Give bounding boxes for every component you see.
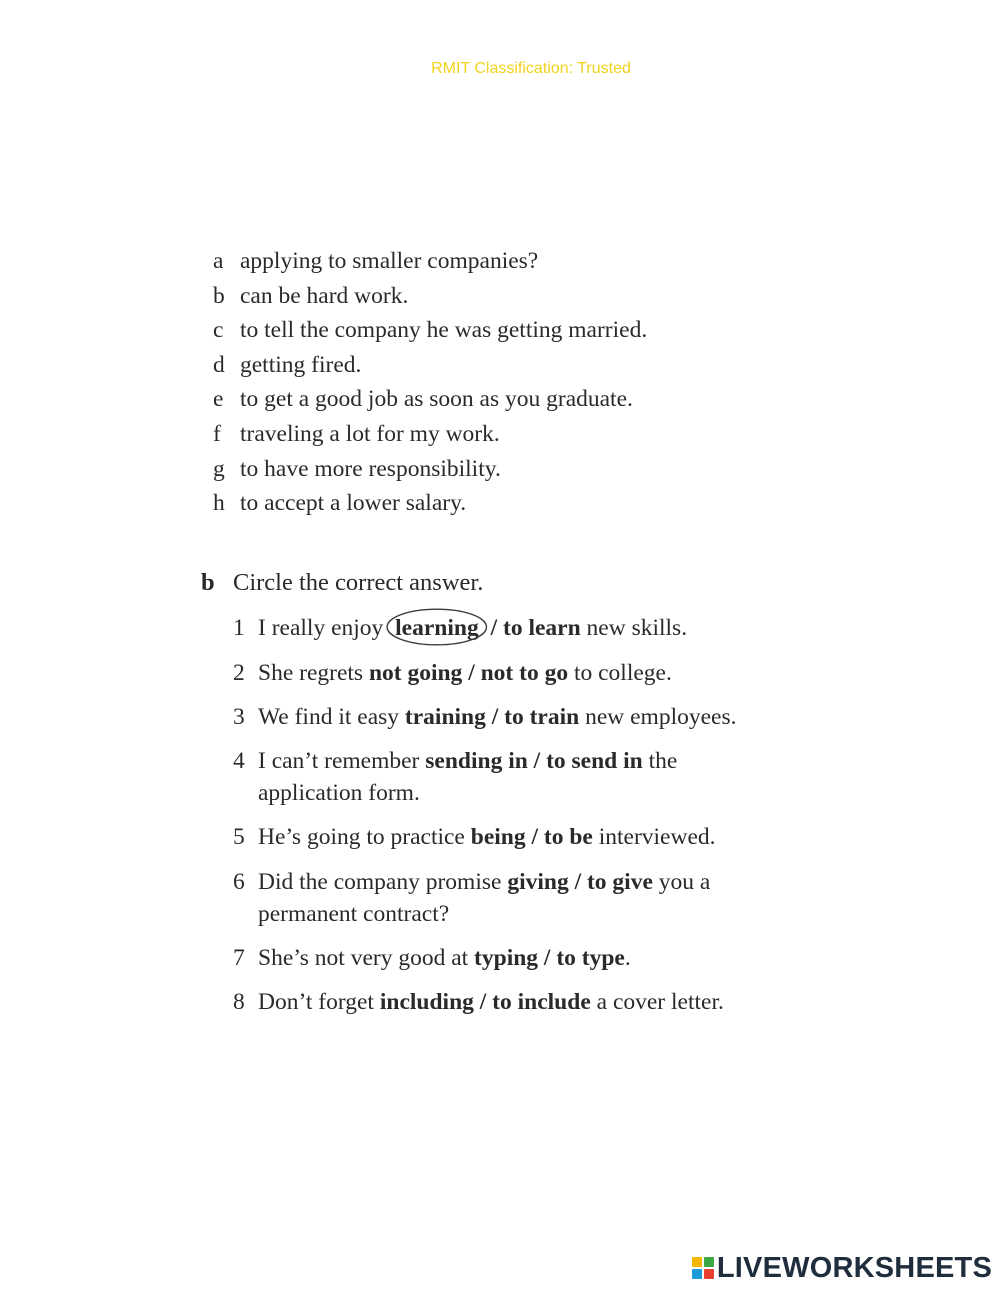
question-number: 4 [233,748,245,774]
question-7 [233,942,631,974]
answer-choice-1[interactable]: sending in [425,748,528,774]
option-b [213,279,853,314]
answer-choice-1[interactable]: giving [507,869,569,895]
option-a [213,244,853,279]
question-text-after: to college. [568,660,672,686]
option-text: can be hard work. [240,282,409,309]
option-letter: h [213,490,225,517]
answer-choice-1[interactable]: typing [474,945,539,971]
option-g [213,452,853,487]
answer-separator: / [568,869,587,895]
question-text-before: He’s going to practice [258,824,471,850]
question-1 [233,612,687,644]
option-letter: b [213,282,225,309]
answer-choice-circled[interactable] [389,612,485,644]
question-2 [233,657,672,689]
option-text: to have more responsibility. [240,455,501,482]
answer-choice-2[interactable]: to give [586,869,653,895]
answer-choice-2[interactable]: to learn [503,615,581,641]
section-letter: b [201,569,215,596]
option-text: to accept a lower salary. [240,490,467,517]
option-f [213,417,853,452]
answer-choice-2[interactable]: to be [543,824,593,850]
section-b-heading [201,566,483,600]
answer-separator: / [485,704,505,730]
question-text-before: Don’t forget [258,989,380,1015]
answer-separator: / [473,989,493,1015]
answer-separator: / [462,660,481,686]
option-h [213,486,853,521]
answer-choice-1[interactable]: being [470,824,526,850]
section-instruction: Circle the correct answer. [233,569,484,596]
question-text-before: She regrets [258,660,369,686]
question-number: 8 [233,989,245,1015]
question-6 [233,866,710,930]
question-continuation: application form. [258,780,420,806]
answer-separator: / [484,615,503,641]
question-continuation: permanent contract? [258,901,450,927]
question-text-after: new skills. [580,615,688,641]
answer-choice-2[interactable]: not to go [480,660,569,686]
option-letter: f [213,420,221,447]
option-c [213,313,853,348]
option-text: applying to smaller companies? [240,248,539,274]
option-text: to get a good job as soon as you graduate. [240,386,633,413]
question-number: 5 [233,824,245,850]
answer-choice-1[interactable]: training [404,704,486,730]
option-letter: g [213,455,225,482]
answer-separator: / [538,945,557,971]
option-text: getting fired. [240,351,362,378]
question-text-after: new employees. [579,704,737,730]
answer-choice-2[interactable]: to train [504,704,580,730]
question-text-after: the [642,748,678,774]
question-text-after: . [624,945,631,971]
question-text-after: a cover letter. [590,989,724,1015]
question-text-before: We find it easy [258,704,405,730]
question-text-after: you a [652,869,711,895]
option-text: to tell the company he was getting married. [240,317,648,344]
question-text-after: interviewed. [592,824,716,850]
liveworksheets-logo [692,1252,992,1284]
question-number: 3 [233,704,245,730]
option-letter: e [213,386,224,413]
question-text-before: I can’t remember [258,748,426,774]
question-number: 6 [233,869,245,895]
answer-choice-2[interactable]: to send in [546,748,643,774]
answer-choice-1[interactable]: including [379,989,474,1015]
question-text-before: I really enjoy [258,615,390,641]
question-text-before: She’s not very good at [258,945,475,971]
option-text: traveling a lot for my work. [240,420,500,447]
logo-text: LIVEWORKSHEETS [716,1251,992,1284]
option-list [213,244,853,521]
answer-choice-2[interactable]: to type [556,945,625,971]
answer-choice-2[interactable]: to include [492,989,591,1015]
question-number: 1 [233,615,245,641]
option-e [213,382,853,417]
classification-label: RMIT Classification: Trusted [431,60,631,77]
answer-choice-1: learning [395,615,479,641]
answer-separator: / [527,748,547,774]
question-5 [233,821,716,853]
question-3 [233,701,737,733]
option-letter: c [213,317,224,344]
question-8 [233,986,724,1018]
liveworksheets-squares-icon [692,1257,714,1279]
question-number: 2 [233,660,245,686]
answer-separator: / [525,824,544,850]
answer-choice-1[interactable]: not going [368,660,463,686]
option-letter: a [213,248,224,274]
question-number: 7 [233,945,245,971]
option-letter: d [213,351,225,378]
option-d [213,348,853,383]
question-4 [233,745,677,809]
question-text-before: Did the company promise [258,869,508,895]
